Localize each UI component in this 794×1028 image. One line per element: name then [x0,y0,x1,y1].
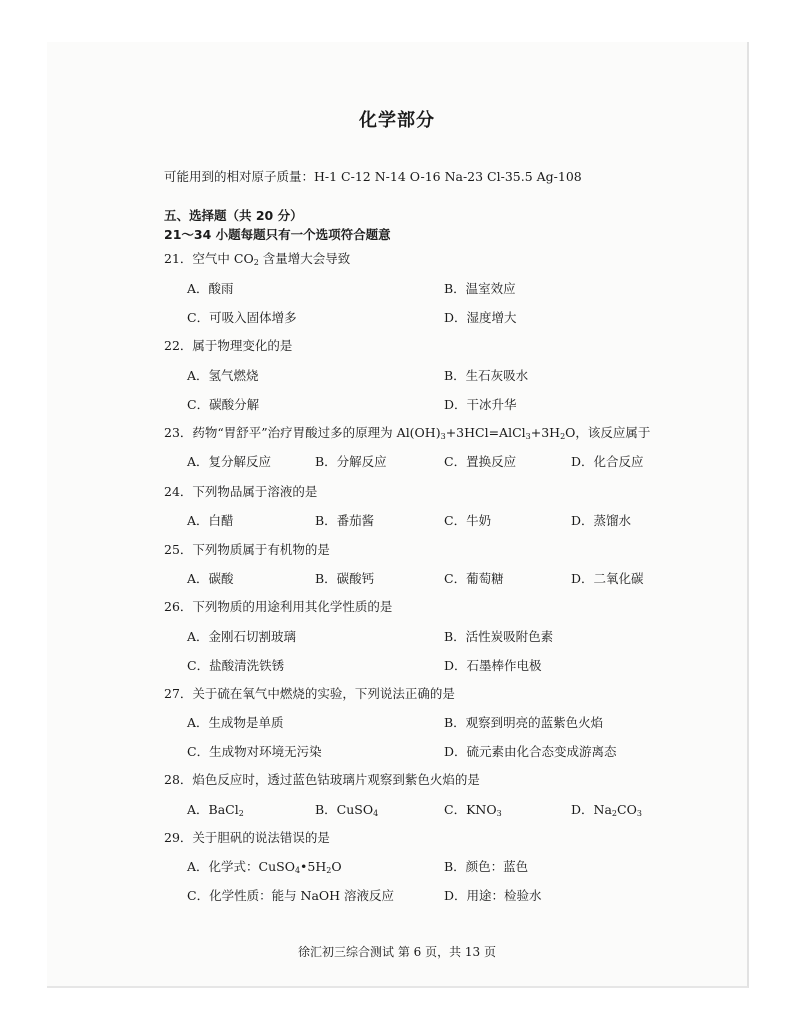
q23-option-d: D．化合反应 [571,454,644,469]
q27-option-b: B．观察到明亮的蓝紫色火焰 [444,715,604,730]
page-title: 化学部分 [359,110,435,131]
question-28-stem: 28．焰色反应时，透过蓝色钴玻璃片观察到紫色火焰的是 [164,772,480,787]
q21-option-a: A．酸雨 [187,281,234,296]
q25-option-d: D．二氧化碳 [571,571,644,586]
q26-option-b: B．活性炭吸附色素 [444,629,554,644]
q24-option-c: C．牛奶 [444,513,492,528]
question-22-stem: 22．属于物理变化的是 [164,338,293,353]
q28-option-a: A．BaCl$_2$ [187,802,244,818]
question-29-stem: 29．关于胆矾的说法错误的是 [164,830,330,845]
atomic-masses: 可能用到的相对原子质量：H-1 C-12 N-14 O-16 Na-23 Cl-35.5 Ag-108 [164,169,582,184]
q29-option-d: D．用途：检验水 [444,888,542,903]
q25-option-a: A．碳酸 [187,571,234,586]
q23-option-b: B．分解反应 [315,454,387,469]
section-instruction: 21～34 小题每题只有一个选项符合题意 [164,227,391,242]
q26-option-c: C．盐酸清洗铁锈 [187,658,285,673]
q28-option-d: D．$Na_2CO_3$ [571,802,642,818]
q27-option-a: A．生成物是单质 [187,715,284,730]
question-25-stem: 25．下列物质属于有机物的是 [164,542,330,557]
q26-option-d: D．石墨棒作电极 [444,658,542,673]
q23-option-a: A．复分解反应 [187,454,272,469]
q21-option-c: C．可吸入固体增多 [187,310,297,325]
q24-option-d: D．蒸馏水 [571,513,632,528]
q27-option-d: D．硫元素由化合态变成游离态 [444,744,617,759]
q29-option-b: B．颜色：蓝色 [444,859,529,874]
q27-option-c: C．生成物对环境无污染 [187,744,322,759]
section-heading: 五、选择题（共 20 分） [164,208,303,223]
q23-option-c: C．置换反应 [444,454,517,469]
q25-option-b: B．碳酸钙 [315,571,375,586]
page-footer: 徐汇初三综合测试 第 6 页，共 13 页 [298,945,496,959]
q28-option-b: B．CuSO$_4$ [315,802,379,818]
q22-option-d: D．干冰升华 [444,397,517,412]
question-21-stem: 21．空气中 $CO_2$ 含量增大会导致 [164,251,351,267]
question-27-stem: 27．关于硫在氧气中燃烧的实验，下列说法正确的是 [164,686,455,701]
q22-option-c: C．碳酸分解 [187,397,260,412]
q26-option-a: A．金刚石切割玻璃 [187,629,297,644]
q21-option-b: B．温室效应 [444,281,516,296]
q25-option-c: C．葡萄糖 [444,571,504,586]
q28-option-c: C．$KNO_3$ [444,802,502,818]
question-24-stem: 24．下列物品属于溶液的是 [164,484,318,499]
q24-option-b: B．番茄酱 [315,513,375,528]
q29-option-c: C．化学性质：能与 NaOH 溶液反应 [187,888,395,903]
q22-option-a: A．氢气燃烧 [187,368,259,383]
q21-option-d: D．湿度增大 [444,310,517,325]
question-23-stem: 23．药物“胃舒平”治疗胃酸过多的原理为 $Al(OH)_3+3HCl=AlCl_3+3H_2O$，该反应属于 [164,425,651,441]
question-26-stem: 26．下列物质的用途利用其化学性质的是 [164,599,393,614]
q24-option-a: A．白醋 [187,513,234,528]
q29-option-a: A．化学式：$CuSO_4•5H_2O$ [187,859,342,875]
q22-option-b: B．生石灰吸水 [444,368,529,383]
